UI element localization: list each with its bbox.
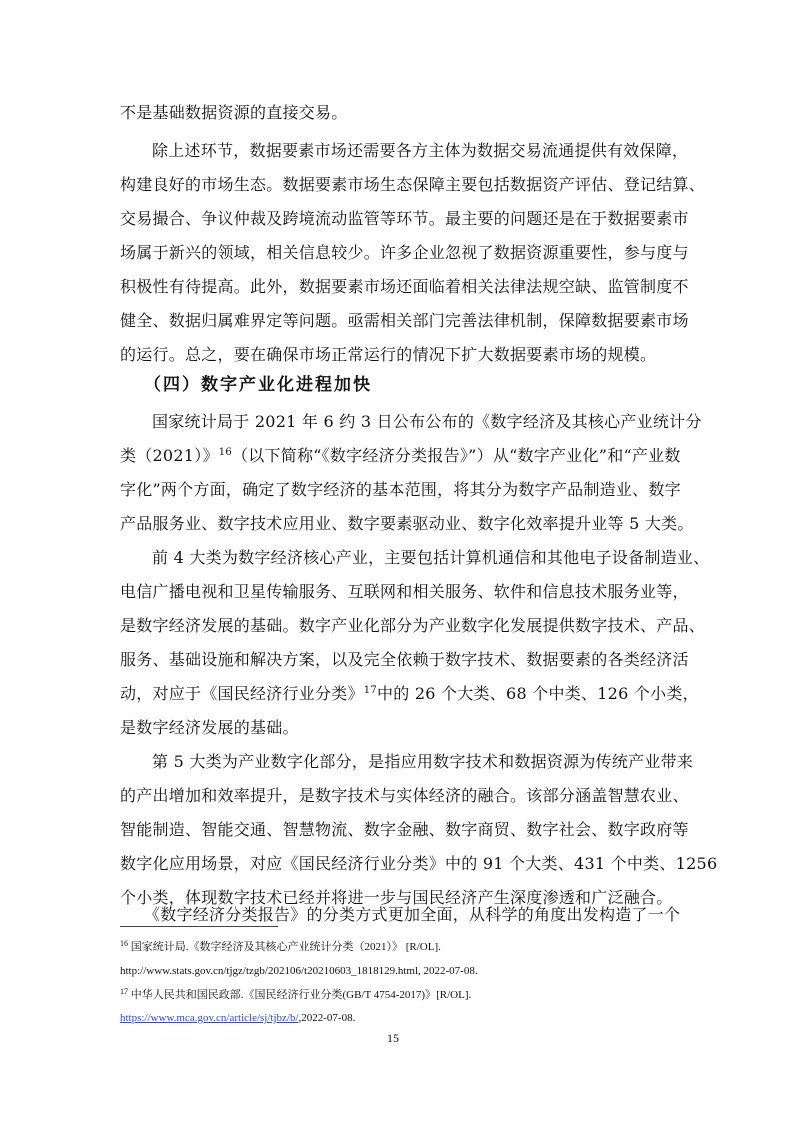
footnote-16-url: http://www.stats.gov.cn/tjgz/tzgb/202106/t20210603_1818129.html, 2022-07-08. (120, 965, 478, 977)
paragraph-line: 产品服务业、数字技术应用业、数字要素驱动业、数字化效率提升业等 5 大类。 (120, 514, 694, 533)
paragraph-line: 字化”两个方面，确定了数字经济的基本范围，将其分为数字产品制造业、数字 (120, 480, 681, 499)
paragraph-line: 积极性有待提高。此外，数据要素市场还面临着相关法律法规空缺、监管制度不 (120, 277, 689, 296)
footnote-16 (120, 940, 441, 954)
paragraph-line: 电信广播电视和卫星传输服务、互联网和相关服务、软件和信息技术服务业等， (120, 582, 689, 601)
paragraph-line (120, 684, 699, 704)
paragraph-line: 构建良好的市场生态。数据要素市场生态保障主要包括数据资产评估、登记结算、 (120, 175, 706, 194)
footnote-text: 中华人民共和国民政部.《国民经济行业分类(GB/T 4754-2017)》[R/OL]. (130, 989, 472, 1001)
paragraph-line: 《数字经济分类报告》的分类方式更加全面，从科学的角度出发构造了一个 (144, 905, 681, 924)
paragraph-line: 不是基础数据资源的直接交易。 (120, 103, 348, 122)
footnote-divider (120, 926, 278, 927)
paragraph-line: 除上述环节，数据要素市场还需要各方主体为数据交易流通提供有效保障， (152, 141, 689, 160)
text-span: 中的 26 个大类、68 个中类、126 个小类， (377, 684, 699, 703)
text-span: 动，对应于《国民经济行业分类》 (120, 684, 364, 703)
paragraph-line: 数字化应用场景，对应《国民经济行业分类》中的 91 个大类、431 个中类、1256 (120, 854, 718, 873)
page-number: 15 (387, 1031, 399, 1045)
paragraph-line: 国家统计局于 2021 年 6 约 3 日公布公布的《数字经济及其核心产业统计分 (152, 412, 702, 431)
footnote-ref-17[interactable]: 17 (363, 685, 377, 696)
paragraph-line: 服务、基础设施和解决方案，以及完全依赖于数字技术、数据要素的各类经济活 (120, 650, 689, 669)
paragraph-line: 是数字经济发展的基础。数字产业化部分为产业数字化发展提供数字技术、产品、 (120, 616, 706, 635)
footnote-17-url (120, 1011, 355, 1025)
paragraph-line (120, 446, 681, 466)
paragraph-line: 前 4 大类为数字经济核心产业，主要包括计算机通信和其他电子设备制造业、 (152, 548, 710, 567)
footnote-link[interactable]: https://www.mca.gov.cn/article/sj/tjbz/b/ (120, 1012, 299, 1024)
text-span: 类（2021）》 (120, 446, 219, 465)
footnote-17 (120, 988, 471, 1002)
paragraph-line: 场属于新兴的领域，相关信息较少。许多企业忽视了数据资源重要性，参与度与 (120, 243, 689, 262)
paragraph-line: 是数字经济发展的基础。 (120, 718, 299, 737)
footnote-text: 国家统计局.《数字经济及其核心产业统计分类（2021）》 [R/OL]. (130, 941, 441, 953)
paragraph-line: 的运行。总之，要在确保市场正常运行的情况下扩大数据要素市场的规模。 (120, 345, 657, 364)
footnote-number: 16 (120, 939, 128, 948)
text-span: （以下简称“《数字经济分类报告》”）从“数字产业化”和“产业数 (231, 446, 681, 465)
paragraph-line: 智能制造、智能交通、智慧物流、数字金融、数字商贸、数字社会、数字政府等 (120, 820, 689, 839)
paragraph-line: 的产出增加和效率提升，是数字技术与实体经济的融合。该部分涵盖智慧农业、 (120, 786, 689, 805)
paragraph-line: 第 5 大类为产业数字化部分，是指应用数字技术和数据资源为传统产业带来 (152, 752, 694, 771)
footnote-date: ,2022-07-08. (298, 1012, 356, 1024)
footnote-number: 17 (120, 987, 128, 996)
paragraph-line: 交易撮合、争议仲裁及跨境流动监管等环节。最主要的问题还是在于数据要素市 (120, 209, 689, 228)
footnote-ref-16[interactable]: 16 (218, 447, 232, 458)
paragraph-line: 个小类，体现数字技术已经并将进一步与国民经济产生深度渗透和广泛融合。 (120, 888, 673, 907)
paragraph-line: 健全、数据归属难界定等问题。亟需相关部门完善法律机制，保障数据要素市场 (120, 311, 689, 330)
section-heading: （四）数字产业化进程加快 (144, 375, 372, 395)
